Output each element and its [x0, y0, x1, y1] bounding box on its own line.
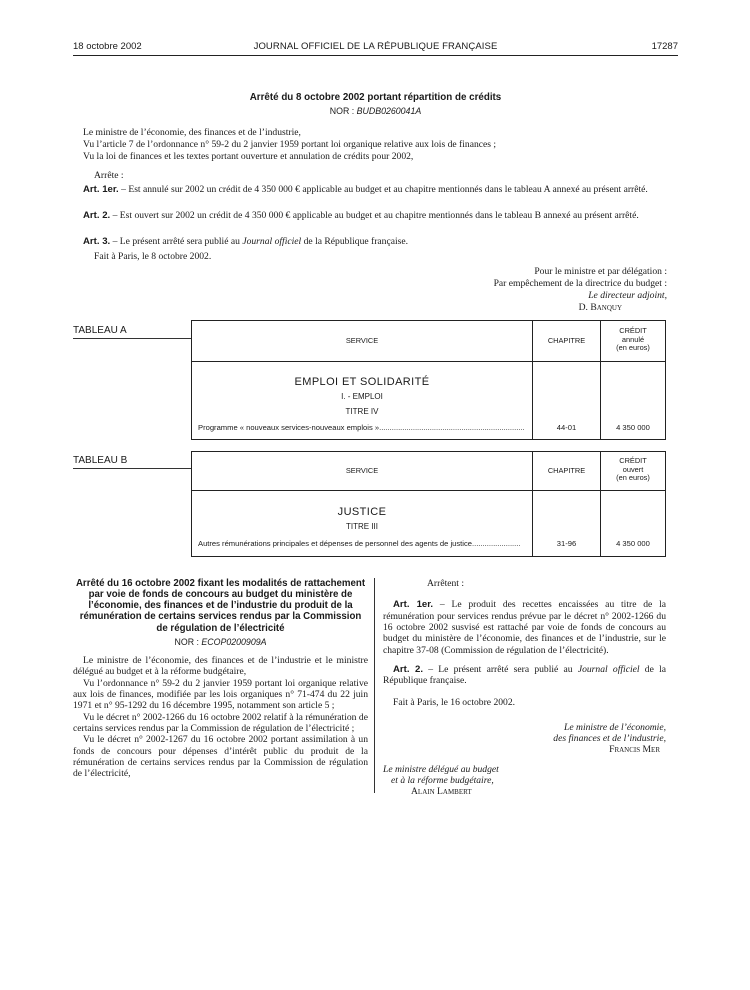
- table-header-divider: [192, 361, 665, 362]
- decree1-article-3: [83, 236, 668, 247]
- credit-header-line: CRÉDIT: [619, 456, 647, 465]
- col-service-header: SERVICE: [345, 466, 379, 475]
- article-label: Art. 1er.: [83, 184, 119, 195]
- decree2-preamble-2: Vu l’ordonnance n° 59-2 du 2 janvier 1959 portant loi organique relative aux lois de finances, modifiée par les lois organiques n° 71-474 du 22 juin 1971 et n° 95-1292 du 16 décembre 1995, notamment son article 5 ;: [73, 677, 368, 712]
- decree2-title: Arrêté du 16 octobre 2002 fixant les modalités de rattachement par voie de fonds de concours au budget du ministère de l’économie, des finances et de l’industrie du produit de la rémunération de certains services rendus par la Commission de régulation de l’électricité: [75, 578, 366, 634]
- col-credit-header: [601, 457, 665, 483]
- section-subtitle: TITRE III: [346, 522, 378, 531]
- decree1-signature-line1: Pour le ministre et par délégation :: [534, 266, 667, 277]
- decree1-nor: [73, 106, 678, 116]
- credit-header-line: (en euros): [616, 473, 650, 483]
- article-text: – Le présent arrêté sera publié au: [110, 236, 243, 247]
- decree2-nor: [73, 637, 368, 647]
- col-credit-header: [601, 327, 665, 353]
- row-chapitre: 31-96: [556, 539, 577, 548]
- journal-name: Journal officiel: [242, 236, 302, 247]
- decree2-preamble-1: Le ministre de l’économie, des finances et de l’industrie et le ministre délégué au budget et à la réforme budgétaire,: [73, 655, 368, 678]
- article-text: – Est ouvert sur 2002 un crédit de 4 350 000 € applicable au budget et au chapitre mentionnés dans le tableau B annexé au présent arrêté.: [110, 210, 639, 221]
- decree2-preamble-3: Vu le décret n° 2002-1266 du 16 octobre 2002 relatif à la rémunération de certains services rendus par la Commission de régulation de l’électricité ;: [73, 711, 368, 735]
- decree1-preamble-2: Vu l’article 7 de l’ordonnance n° 59-2 du 2 janvier 1959 portant loi organique relative aux lois de finances ;: [83, 139, 497, 150]
- article-label: Art. 2.: [393, 663, 424, 675]
- article-label: Art. 3.: [83, 236, 111, 247]
- journal-title: JOURNAL OFFICIEL DE LA RÉPUBLIQUE FRANÇAISE: [253, 41, 498, 52]
- row-credit: 4 350 000: [616, 423, 650, 432]
- credit-header-line: (en euros): [616, 343, 650, 353]
- decree1-done: Fait à Paris, le 8 octobre 2002.: [94, 251, 212, 262]
- article-label: Art. 2.: [83, 210, 111, 221]
- tableau-b: [191, 451, 666, 557]
- nor-code: ECOP0200909A: [201, 636, 267, 647]
- table-row-label: Autres rémunérations principales et dépenses de personnel des agents de justice.......................: [198, 540, 521, 548]
- table-row-label: Programme « nouveaux services-nouveaux emplois ».....................................................................: [198, 424, 525, 432]
- tableau-b-label: TABLEAU B: [73, 455, 128, 466]
- article-text: – Est annulé sur 2002 un crédit de 4 350 000 € applicable au budget et au chapitre mentionnés dans le tableau A annexé au présent arrêté.: [118, 184, 648, 195]
- article-label: Art. 1er.: [393, 599, 434, 611]
- section-subtitle: TITRE IV: [345, 407, 379, 416]
- decree2-arretent: Arrêtent :: [427, 578, 465, 589]
- decree2-sig2-name: Alain Lambert: [411, 786, 472, 798]
- nor-label: NOR :: [174, 636, 199, 647]
- tableau-a-rule: [73, 338, 178, 339]
- nor-code: BUDB0260041A: [356, 106, 422, 116]
- column-divider: [374, 578, 375, 793]
- decree2-right-column: [383, 578, 666, 798]
- section-title: JUSTICE: [337, 506, 387, 518]
- row-credit: 4 350 000: [616, 539, 650, 548]
- tableau-b-rule: [73, 468, 178, 469]
- decree2-preamble-4: Vu le décret n° 2002-1267 du 16 octobre 2002 portant assimilation à un fonds de concours pour dépenses d’intérêt public du produit de la rémunération de certains services rendus par la Commission de régulation de l’électricité,: [73, 734, 368, 780]
- col-chapitre-header: CHAPITRE: [547, 336, 586, 345]
- credit-header-line: CRÉDIT: [619, 326, 647, 335]
- article-text: – Le présent arrêté sera publié au: [423, 663, 578, 675]
- decree2-sig1-line2: des finances et de l’industrie,: [553, 733, 666, 745]
- decree1-article-1: [83, 184, 668, 195]
- article-text: de la République française.: [301, 236, 409, 247]
- decree2-sig1-name: Francis Mer: [609, 744, 660, 756]
- decree2-sig2-line1: Le ministre délégué au budget: [383, 763, 499, 775]
- tableau-a: [191, 320, 666, 440]
- article-text: de la République française.: [383, 663, 666, 687]
- credit-header-line: annulé: [621, 334, 645, 344]
- row-label-text: Programme « nouveaux services-nouveaux emplois »: [198, 424, 380, 432]
- decree2-article-2: [383, 664, 666, 687]
- header-date: 18 octobre 2002: [73, 41, 142, 52]
- decree2-left-column: [73, 578, 368, 780]
- col-chapitre-header: CHAPITRE: [547, 466, 586, 475]
- decree2-sig1-line1: Le ministre de l’économie,: [564, 721, 666, 733]
- credit-header-line: ouvert: [622, 464, 644, 474]
- tableau-a-connector: [178, 338, 191, 339]
- journal-name: Journal officiel: [577, 663, 640, 675]
- decree2-done: Fait à Paris, le 16 octobre 2002.: [393, 696, 516, 708]
- decree1-title: Arrêté du 8 octobre 2002 portant répartition de crédits: [249, 92, 502, 103]
- table-header-divider: [192, 490, 665, 491]
- col-service-header: SERVICE: [345, 336, 379, 345]
- tableau-a-label: TABLEAU A: [73, 325, 127, 336]
- decree1-article-2: [83, 210, 668, 221]
- decree1-preamble-1: Le ministre de l’économie, des finances et de l’industrie,: [83, 127, 301, 138]
- decree2-article-1: [383, 599, 666, 656]
- tableau-b-connector: [178, 468, 191, 469]
- running-header: [73, 41, 678, 55]
- page-number: 17287: [651, 41, 678, 52]
- section-title: EMPLOI ET SOLIDARITÉ: [294, 376, 430, 388]
- row-label-text: Autres rémunérations principales et dépenses de personnel des agents de justice: [198, 540, 472, 548]
- decree1-signature-line2: Par empêchement de la directrice du budget :: [493, 278, 667, 289]
- nor-label: NOR :: [329, 106, 355, 116]
- decree1-preamble-3: Vu la loi de finances et les textes portant ouverture et annulation de crédits pour 2002,: [83, 151, 414, 162]
- decree1-signature-name: D. Banquy: [578, 302, 622, 313]
- article-text: – Le produit des recettes encaissées au titre de la rémunération pour services rendus prévue par le décret n° 2002-1266 du 16 octobre 2002 susvisé est rattaché par voie de fonds de concours au budget du ministère de l’économie, des finances et de l’industrie, sur le chapitre 37-08 (Commission de régulation de l’électricité).: [383, 599, 666, 656]
- section-subtitle: I. - EMPLOI: [341, 392, 383, 401]
- decree2-sig2-line2: et à la réforme budgétaire,: [391, 775, 494, 787]
- header-divider: [73, 55, 678, 56]
- decree1-arrete: Arrête :: [94, 170, 124, 181]
- decree1-signature-title: Le directeur adjoint,: [588, 290, 667, 301]
- row-chapitre: 44-01: [556, 423, 577, 432]
